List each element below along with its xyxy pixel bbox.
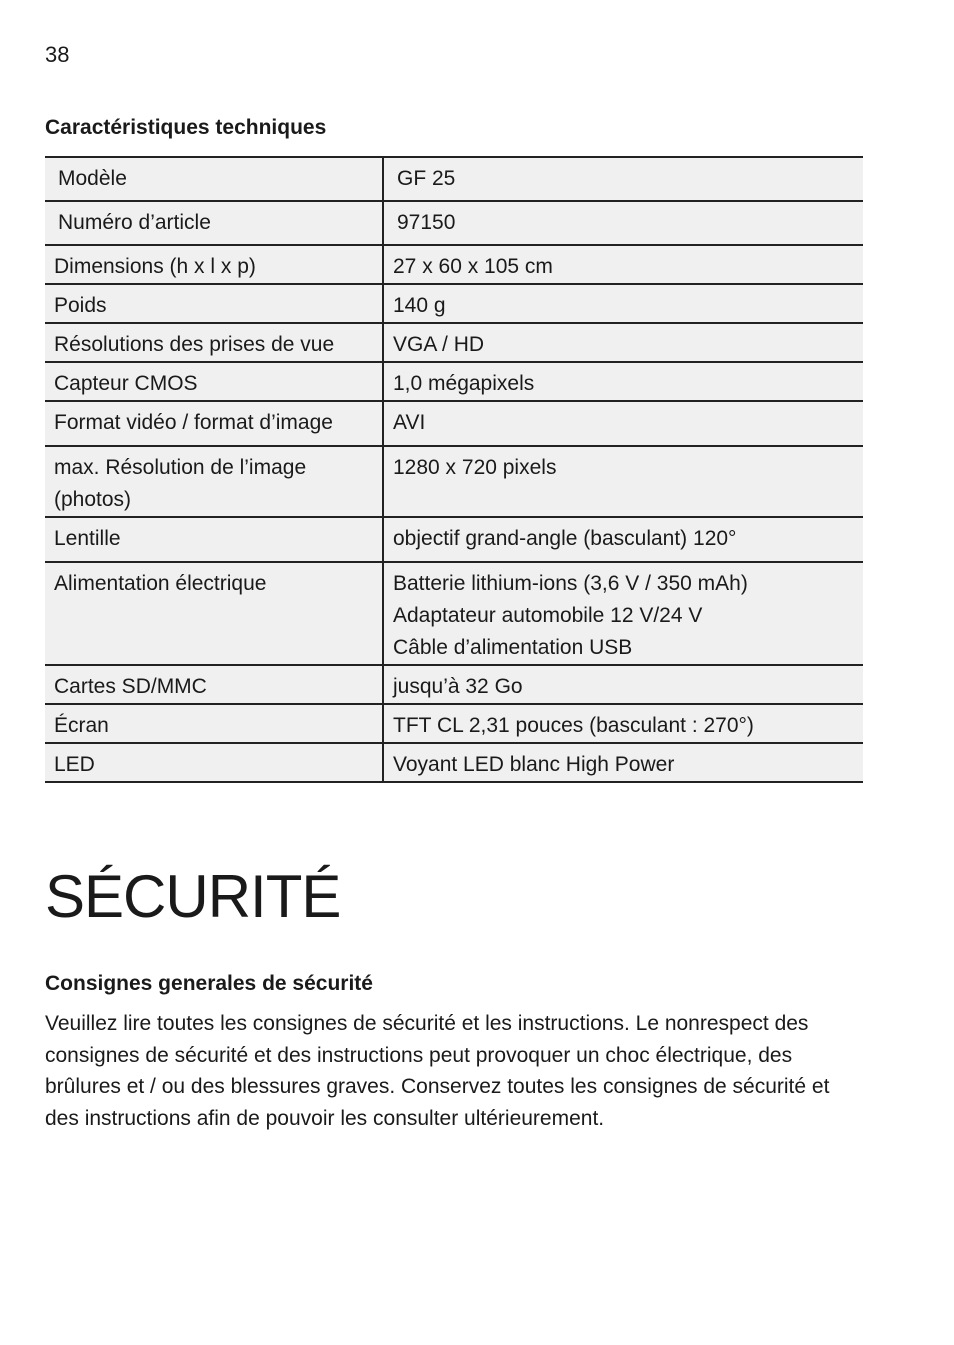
spec-row bbox=[45, 743, 863, 782]
spec-row bbox=[45, 446, 863, 517]
spec-label: Poids bbox=[45, 284, 383, 323]
spec-row bbox=[45, 157, 863, 201]
spec-row bbox=[45, 562, 863, 665]
specs-heading: Caractéristiques techniques bbox=[45, 116, 327, 139]
spec-value bbox=[383, 446, 863, 517]
spec-label: Résolutions des prises de vue bbox=[45, 323, 383, 362]
spec-value-line: 1280 x 720 pixels bbox=[393, 456, 557, 479]
section-title: SÉCURITÉ bbox=[45, 863, 341, 930]
spec-value-line: VGA / HD bbox=[393, 333, 485, 356]
spec-label: Alimentation électrique bbox=[45, 562, 383, 665]
spec-value bbox=[383, 562, 863, 665]
spec-value bbox=[383, 201, 863, 245]
spec-value-line: Voyant LED blanc High Power bbox=[393, 753, 675, 776]
spec-row bbox=[45, 665, 863, 704]
spec-row bbox=[45, 517, 863, 562]
specs-table-body bbox=[45, 157, 863, 782]
spec-label: Cartes SD/MMC bbox=[45, 665, 383, 704]
spec-label: Capteur CMOS bbox=[45, 362, 383, 401]
safety-text: Veuillez lire toutes les consignes de sécurité et les instructions. Le nonrespect des consignes de sécurité et des instructions peut provoquer un choc électrique, des brûlures et / ou des blessures graves. Conservez toutes les consignes de sécurité et des instructions afin de pouvoir les consulter ultérieurement. bbox=[45, 1012, 830, 1130]
spec-value bbox=[383, 743, 863, 782]
specs-table bbox=[45, 156, 863, 783]
spec-label: Lentille bbox=[45, 517, 383, 562]
spec-value-line: Adaptateur automobile 12 V/24 V bbox=[393, 604, 703, 627]
spec-label: Numéro d’article bbox=[45, 201, 383, 245]
spec-value bbox=[383, 284, 863, 323]
spec-row bbox=[45, 362, 863, 401]
spec-value-line: 1,0 mégapixels bbox=[393, 372, 535, 395]
spec-value bbox=[383, 704, 863, 743]
spec-value-line: GF 25 bbox=[397, 167, 456, 190]
spec-row bbox=[45, 323, 863, 362]
spec-value-line: AVI bbox=[393, 411, 426, 434]
spec-value bbox=[383, 362, 863, 401]
spec-value-line: TFT CL 2,31 pouces (basculant : 270°) bbox=[393, 714, 754, 737]
spec-value bbox=[383, 517, 863, 562]
spec-value bbox=[383, 157, 863, 201]
spec-value-line: jusqu’à 32 Go bbox=[393, 675, 523, 698]
spec-label: LED bbox=[45, 743, 383, 782]
spec-value bbox=[383, 323, 863, 362]
spec-value-line: 140 g bbox=[393, 294, 446, 317]
spec-value-line: 97150 bbox=[397, 211, 456, 234]
spec-row bbox=[45, 704, 863, 743]
page-number: 38 bbox=[45, 42, 70, 67]
spec-value-line: Câble d’alimentation USB bbox=[393, 636, 633, 659]
spec-value-line: Batterie lithium-ions (3,6 V / 350 mAh) bbox=[393, 572, 748, 595]
spec-label: Écran bbox=[45, 704, 383, 743]
spec-label: max. Résolution de l’image (photos) bbox=[45, 446, 383, 517]
spec-label: Modèle bbox=[45, 157, 383, 201]
spec-row bbox=[45, 401, 863, 446]
spec-value-line: 27 x 60 x 105 cm bbox=[393, 255, 553, 278]
spec-row bbox=[45, 201, 863, 245]
spec-label: Dimensions (h x l x p) bbox=[45, 245, 383, 284]
safety-heading: Consignes generales de sécurité bbox=[45, 972, 373, 995]
spec-value bbox=[383, 245, 863, 284]
spec-row bbox=[45, 245, 863, 284]
spec-row bbox=[45, 284, 863, 323]
spec-value bbox=[383, 665, 863, 704]
spec-label: Format vidéo / format d’image bbox=[45, 401, 383, 446]
spec-value-line: objectif grand-angle (basculant) 120° bbox=[393, 527, 737, 550]
spec-value bbox=[383, 401, 863, 446]
